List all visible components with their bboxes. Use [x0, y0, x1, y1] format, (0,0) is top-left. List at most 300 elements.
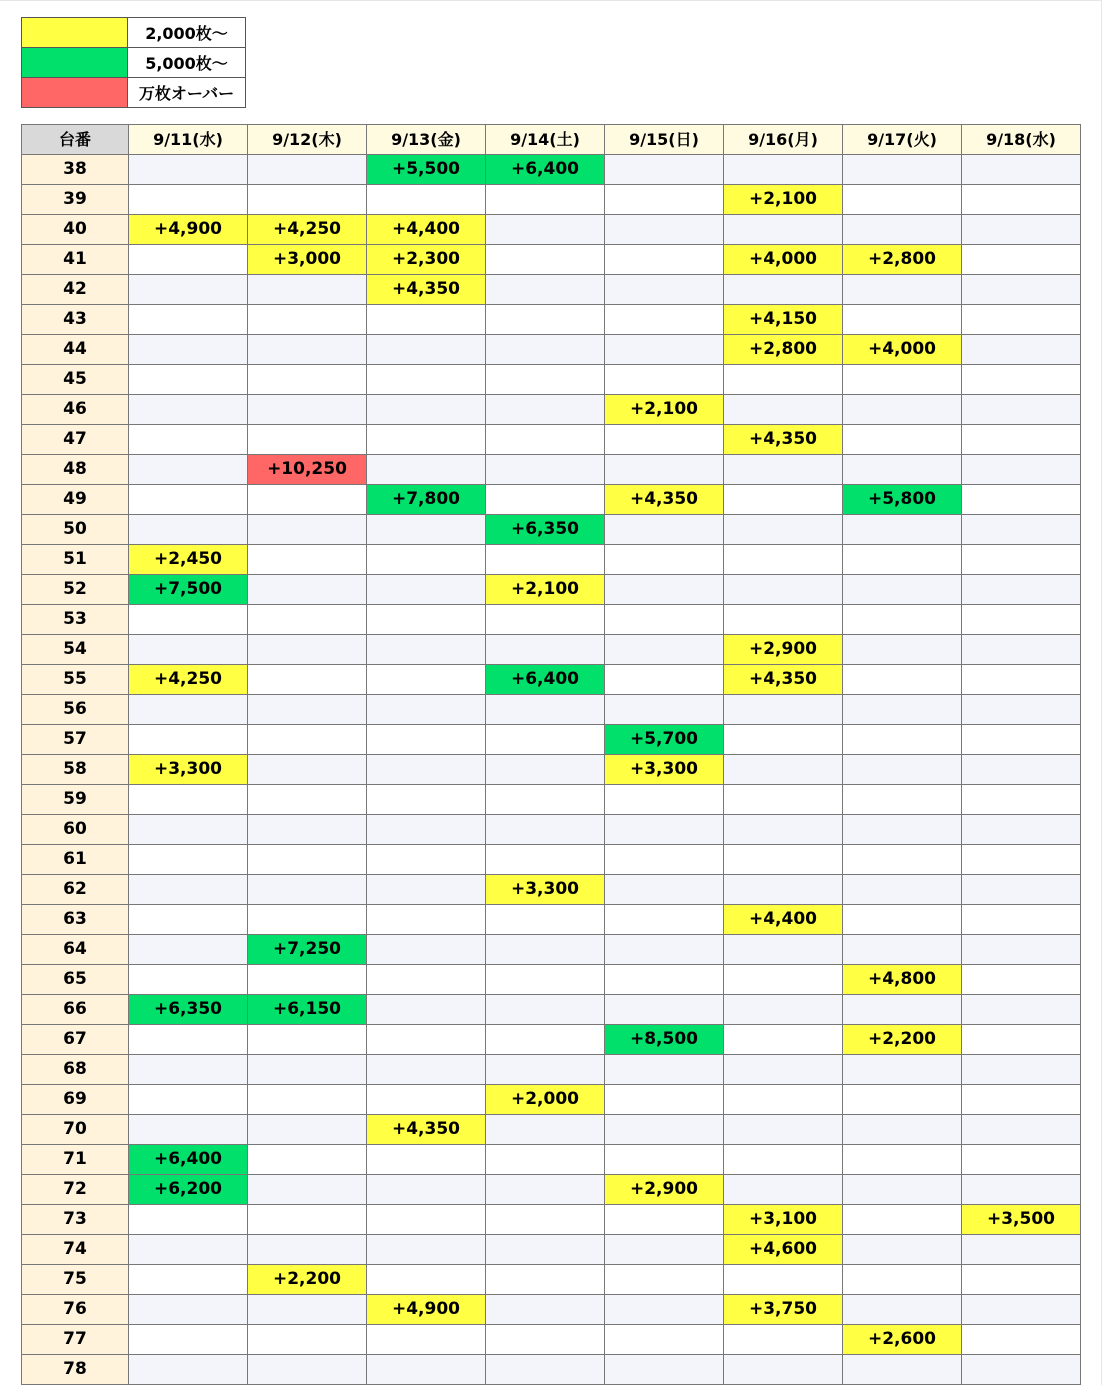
payout-cell: [843, 1175, 962, 1205]
payout-cell: [962, 635, 1081, 665]
table-row: [22, 1205, 1081, 1235]
legend-row: [22, 48, 246, 78]
machine-number: 74: [22, 1235, 129, 1265]
payout-cell: +6,350: [129, 995, 248, 1025]
payout-cell: [962, 275, 1081, 305]
payout-cell: [248, 155, 367, 185]
machine-number: 59: [22, 785, 129, 815]
payout-cell: +6,400: [486, 155, 605, 185]
payout-cell: [248, 305, 367, 335]
payout-cell: [962, 1175, 1081, 1205]
table-row: [22, 455, 1081, 485]
payout-cell: [962, 425, 1081, 455]
top-border: [0, 0, 1102, 1]
payout-cell: [843, 1085, 962, 1115]
payout-cell: [605, 515, 724, 545]
payout-cell: [962, 785, 1081, 815]
payout-cell: [724, 965, 843, 995]
payout-cell: [962, 515, 1081, 545]
payout-cell: +2,900: [605, 1175, 724, 1205]
payout-cell: +4,600: [724, 1235, 843, 1265]
table-row: [22, 755, 1081, 785]
date-header: 9/11(水): [129, 125, 248, 155]
machine-number-header: 台番: [22, 125, 129, 155]
payout-cell: [843, 995, 962, 1025]
payout-cell: [962, 1265, 1081, 1295]
machine-number: 66: [22, 995, 129, 1025]
header-row: [22, 125, 1081, 155]
payout-cell: [843, 395, 962, 425]
payout-cell: [605, 425, 724, 455]
table-row: [22, 1175, 1081, 1205]
payout-cell: [248, 1085, 367, 1115]
table-row: [22, 1145, 1081, 1175]
payout-cell: [724, 1085, 843, 1115]
payout-cell: [367, 395, 486, 425]
payout-cell: +3,300: [129, 755, 248, 785]
payout-cell: [129, 1265, 248, 1295]
payout-cell: [248, 725, 367, 755]
date-header: 9/12(木): [248, 125, 367, 155]
payout-cell: [367, 665, 486, 695]
table-row: [22, 305, 1081, 335]
payout-cell: [962, 965, 1081, 995]
payout-cell: +4,350: [605, 485, 724, 515]
payout-cell: +6,400: [486, 665, 605, 695]
payout-cell: [605, 455, 724, 485]
payout-cell: [248, 755, 367, 785]
payout-cell: [367, 815, 486, 845]
machine-number: 49: [22, 485, 129, 515]
payout-cell: [486, 1235, 605, 1265]
payout-cell: [129, 1055, 248, 1085]
table-row: [22, 845, 1081, 875]
table-row: [22, 695, 1081, 725]
machine-number: 50: [22, 515, 129, 545]
table-row: [22, 905, 1081, 935]
payout-cell: [962, 755, 1081, 785]
payout-cell: [724, 935, 843, 965]
payout-cell: [486, 905, 605, 935]
payout-cell: [962, 1235, 1081, 1265]
payout-cell: [486, 755, 605, 785]
table-row: [22, 1265, 1081, 1295]
table-row: [22, 1235, 1081, 1265]
table-row: [22, 875, 1081, 905]
payout-cell: [367, 635, 486, 665]
table-row: [22, 485, 1081, 515]
table-row: [22, 635, 1081, 665]
payout-cell: [605, 905, 724, 935]
payout-cell: [248, 965, 367, 995]
payout-cell: [605, 185, 724, 215]
payout-cell: +6,350: [486, 515, 605, 545]
payout-cell: [962, 935, 1081, 965]
payout-cell: [367, 335, 486, 365]
payout-cell: [605, 1205, 724, 1235]
payout-cell: [962, 875, 1081, 905]
payout-cell: [129, 455, 248, 485]
machine-number: 68: [22, 1055, 129, 1085]
machine-number: 67: [22, 1025, 129, 1055]
payout-cell: +4,000: [724, 245, 843, 275]
payout-cell: [367, 605, 486, 635]
payout-cell: [248, 545, 367, 575]
payout-cell: [605, 1295, 724, 1325]
payout-cell: [962, 1055, 1081, 1085]
payout-cell: [724, 455, 843, 485]
payout-cell: [605, 935, 724, 965]
table-row: [22, 185, 1081, 215]
machine-number: 53: [22, 605, 129, 635]
payout-cell: [724, 995, 843, 1025]
payout-cell: [843, 1145, 962, 1175]
payout-cell: +2,600: [843, 1325, 962, 1355]
payout-cell: [129, 365, 248, 395]
payout-cell: [724, 515, 843, 545]
legend-label: 万枚オーバー: [128, 78, 246, 108]
payout-cell: +4,900: [129, 215, 248, 245]
payout-cell: +4,350: [724, 425, 843, 455]
payout-cell: [605, 785, 724, 815]
payout-cell: [248, 1055, 367, 1085]
payout-cell: [486, 725, 605, 755]
payout-cell: +2,100: [605, 395, 724, 425]
payout-cell: +4,250: [129, 665, 248, 695]
payout-cell: +4,350: [367, 1115, 486, 1145]
table-row: [22, 425, 1081, 455]
payout-cell: [843, 635, 962, 665]
table-row: [22, 365, 1081, 395]
payout-cell: [605, 245, 724, 275]
table-row: [22, 1115, 1081, 1145]
payout-cell: +5,500: [367, 155, 486, 185]
payout-cell: [248, 1355, 367, 1385]
payout-cell: [843, 215, 962, 245]
payout-cell: [962, 1085, 1081, 1115]
payout-cell: [605, 995, 724, 1025]
payout-cell: [843, 275, 962, 305]
payout-cell: [843, 1205, 962, 1235]
payout-cell: [962, 1355, 1081, 1385]
payout-cell: [962, 545, 1081, 575]
payout-cell: [486, 245, 605, 275]
machine-number: 78: [22, 1355, 129, 1385]
payout-cell: [248, 485, 367, 515]
payout-cell: +7,250: [248, 935, 367, 965]
payout-cell: [248, 1235, 367, 1265]
payout-cell: [248, 275, 367, 305]
payout-cell: [486, 1175, 605, 1205]
payout-cell: [962, 455, 1081, 485]
date-header: 9/16(月): [724, 125, 843, 155]
payout-cell: [724, 1325, 843, 1355]
machine-number: 76: [22, 1295, 129, 1325]
payout-cell: [486, 695, 605, 725]
payout-cell: [843, 1235, 962, 1265]
payout-cell: [605, 1145, 724, 1175]
payout-cell: [724, 1355, 843, 1385]
payout-cell: [129, 1295, 248, 1325]
payout-cell: [605, 605, 724, 635]
payout-cell: +2,200: [248, 1265, 367, 1295]
payout-cell: [248, 1295, 367, 1325]
payout-cell: +3,100: [724, 1205, 843, 1235]
payout-cell: [962, 605, 1081, 635]
payout-cell: [843, 365, 962, 395]
payout-cell: [724, 725, 843, 755]
payout-cell: [486, 545, 605, 575]
machine-number: 69: [22, 1085, 129, 1115]
payout-cell: [962, 335, 1081, 365]
legend-label: 2,000枚～: [128, 18, 246, 48]
payout-cell: [248, 515, 367, 545]
payout-cell: [129, 1085, 248, 1115]
payout-cell: [605, 365, 724, 395]
payout-cell: [248, 635, 367, 665]
payout-cell: [843, 875, 962, 905]
payout-cell: [605, 545, 724, 575]
payout-cell: [367, 1235, 486, 1265]
machine-number: 54: [22, 635, 129, 665]
payout-cell: [843, 1265, 962, 1295]
payout-cell: [843, 455, 962, 485]
legend-swatch: [22, 48, 128, 78]
payout-cell: [962, 185, 1081, 215]
payout-cell: [248, 1175, 367, 1205]
payout-cell: +4,800: [843, 965, 962, 995]
payout-cell: [962, 245, 1081, 275]
payout-cell: [486, 845, 605, 875]
payout-cell: [962, 155, 1081, 185]
payout-cell: +2,200: [843, 1025, 962, 1055]
payout-cell: [605, 875, 724, 905]
payout-cell: +3,750: [724, 1295, 843, 1325]
payout-cell: [486, 1025, 605, 1055]
payout-cell: [486, 335, 605, 365]
table-row: [22, 395, 1081, 425]
payout-cell: [843, 545, 962, 575]
payout-cell: [605, 1265, 724, 1295]
payout-cell: [605, 665, 724, 695]
payout-cell: +2,900: [724, 635, 843, 665]
payout-cell: [367, 1265, 486, 1295]
payout-cell: +3,300: [486, 875, 605, 905]
payout-cell: [129, 515, 248, 545]
payout-cell: [129, 425, 248, 455]
payout-cell: [605, 1115, 724, 1145]
payout-cell: [605, 155, 724, 185]
payout-cell: [962, 485, 1081, 515]
payout-cell: [486, 995, 605, 1025]
payout-cell: [367, 185, 486, 215]
payout-cell: [248, 665, 367, 695]
payout-cell: [605, 215, 724, 245]
payout-cell: +4,900: [367, 1295, 486, 1325]
payout-cell: [605, 635, 724, 665]
table-row: [22, 155, 1081, 185]
payout-cell: [367, 515, 486, 545]
payout-cell: [605, 1085, 724, 1115]
payout-cell: [843, 1055, 962, 1085]
payout-cell: [724, 785, 843, 815]
machine-number: 72: [22, 1175, 129, 1205]
payout-cell: [129, 1325, 248, 1355]
payout-cell: [843, 155, 962, 185]
payout-cell: [962, 305, 1081, 335]
legend-swatch: [22, 78, 128, 108]
table-row: [22, 815, 1081, 845]
payout-cell: [486, 455, 605, 485]
payout-cell: [486, 935, 605, 965]
machine-number: 61: [22, 845, 129, 875]
payout-cell: [605, 1325, 724, 1355]
payout-cell: [248, 605, 367, 635]
machine-number: 38: [22, 155, 129, 185]
payout-cell: [129, 1355, 248, 1385]
payout-cell: +6,150: [248, 995, 367, 1025]
table-row: [22, 1355, 1081, 1385]
payout-cell: +2,000: [486, 1085, 605, 1115]
payout-cell: [129, 305, 248, 335]
table-row: [22, 245, 1081, 275]
table-row: [22, 515, 1081, 545]
payout-cell: [962, 1115, 1081, 1145]
payout-cell: [962, 395, 1081, 425]
payout-cell: [129, 395, 248, 425]
payout-cell: [605, 965, 724, 995]
payout-cell: [843, 935, 962, 965]
machine-number: 64: [22, 935, 129, 965]
payout-cell: [248, 335, 367, 365]
payout-cell: [367, 905, 486, 935]
payout-cell: [248, 425, 367, 455]
payout-cell: [962, 695, 1081, 725]
payout-cell: [367, 875, 486, 905]
payout-cell: [129, 845, 248, 875]
payout-cell: [248, 1025, 367, 1055]
payout-cell: [843, 185, 962, 215]
machine-number: 51: [22, 545, 129, 575]
table-row: [22, 275, 1081, 305]
payout-cell: [605, 1355, 724, 1385]
machine-number: 48: [22, 455, 129, 485]
payout-cell: [486, 1265, 605, 1295]
payout-cell: [962, 1025, 1081, 1055]
payout-cell: [129, 905, 248, 935]
payout-cell: [486, 635, 605, 665]
payout-cell: +5,800: [843, 485, 962, 515]
machine-number: 52: [22, 575, 129, 605]
payout-cell: [962, 845, 1081, 875]
machine-number: 40: [22, 215, 129, 245]
payout-cell: [724, 485, 843, 515]
machine-number: 60: [22, 815, 129, 845]
payout-cell: [248, 785, 367, 815]
payout-cell: [724, 215, 843, 245]
payout-cell: [486, 965, 605, 995]
payout-cell: +4,250: [248, 215, 367, 245]
payout-cell: [367, 995, 486, 1025]
payout-cell: [129, 1025, 248, 1055]
payout-cell: [486, 1355, 605, 1385]
payout-cell: +2,450: [129, 545, 248, 575]
payout-cell: [367, 935, 486, 965]
machine-number: 42: [22, 275, 129, 305]
payout-cell: [724, 155, 843, 185]
payout-cell: [843, 1115, 962, 1145]
payout-cell: [367, 1205, 486, 1235]
payout-cell: [843, 1295, 962, 1325]
payout-cell: [724, 1145, 843, 1175]
machine-number: 47: [22, 425, 129, 455]
payout-cell: [724, 575, 843, 605]
legend-swatch: [22, 18, 128, 48]
machine-number: 71: [22, 1145, 129, 1175]
payout-cell: [605, 815, 724, 845]
payout-cell: +4,350: [724, 665, 843, 695]
payout-cell: +2,100: [724, 185, 843, 215]
payout-cell: [724, 605, 843, 635]
payout-cell: [605, 695, 724, 725]
payout-cell: [843, 785, 962, 815]
payout-cell: [486, 395, 605, 425]
table-row: [22, 995, 1081, 1025]
payout-cell: [129, 275, 248, 305]
table-row: [22, 935, 1081, 965]
legend-row: [22, 18, 246, 48]
payout-cell: [129, 1205, 248, 1235]
payout-cell: +4,150: [724, 305, 843, 335]
payout-cell: [486, 1145, 605, 1175]
payout-cell: [962, 725, 1081, 755]
payout-cell: [843, 695, 962, 725]
payout-cell: [486, 1055, 605, 1085]
payout-cell: +8,500: [605, 1025, 724, 1055]
payout-cell: [605, 1235, 724, 1265]
payout-cell: [843, 905, 962, 935]
payout-cell: [129, 935, 248, 965]
payout-cell: [129, 695, 248, 725]
payout-cell: [486, 1205, 605, 1235]
payout-cell: [367, 575, 486, 605]
payout-cell: [962, 995, 1081, 1025]
table-row: [22, 215, 1081, 245]
payout-cell: +3,000: [248, 245, 367, 275]
payout-cell: [486, 305, 605, 335]
payout-cell: [843, 665, 962, 695]
payout-cell: [962, 905, 1081, 935]
payout-cell: [486, 1115, 605, 1145]
payout-cell: +7,800: [367, 485, 486, 515]
machine-number: 56: [22, 695, 129, 725]
payout-cell: [248, 185, 367, 215]
payout-cell: [248, 695, 367, 725]
payout-cell: [724, 545, 843, 575]
payout-cell: [129, 635, 248, 665]
payout-cell: +3,500: [962, 1205, 1081, 1235]
payout-cell: [367, 845, 486, 875]
payout-cell: [367, 545, 486, 575]
machine-number: 45: [22, 365, 129, 395]
payout-cell: [248, 1205, 367, 1235]
table-row: [22, 1025, 1081, 1055]
payout-cell: [129, 1235, 248, 1265]
payout-cell: [724, 815, 843, 845]
payout-cell: [248, 905, 367, 935]
payout-cell: [248, 845, 367, 875]
payout-cell: +10,250: [248, 455, 367, 485]
